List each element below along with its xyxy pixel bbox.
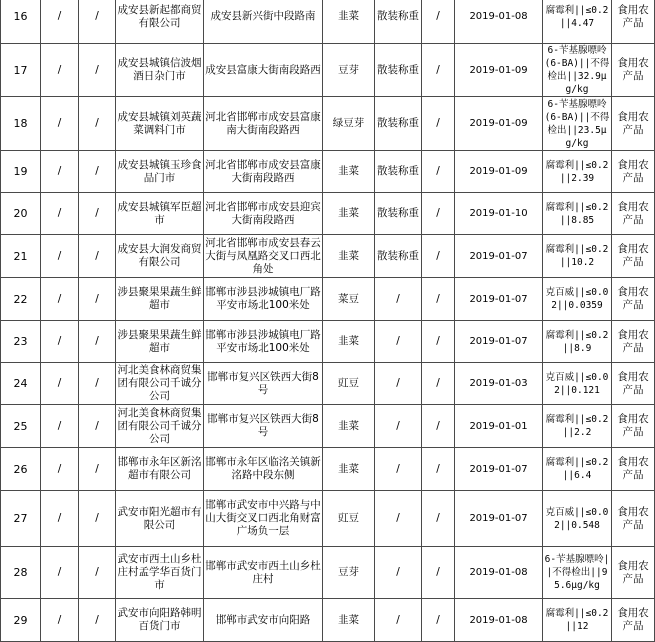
food-name: 韭菜: [323, 193, 375, 235]
failed-item-result: 腐霉利||≤0.2||8.9: [543, 321, 612, 363]
failed-item-result: 克百威||≤0.02||0.121: [543, 363, 612, 405]
failed-item-result: 腐霉利||≤0.2||2.39: [543, 151, 612, 193]
food-category: 食用农产品: [612, 405, 655, 448]
packaging-type: 散装称重: [375, 235, 422, 278]
column-2-value: /: [41, 193, 79, 235]
column-2-value: /: [41, 278, 79, 321]
table-row: [1, 235, 655, 278]
production-date: 2019-01-07: [455, 278, 543, 321]
column-2-value: /: [41, 0, 79, 44]
sampled-unit-name: 涉县聚果果蔬生鲜超市: [116, 321, 204, 363]
production-date: 2019-01-07: [455, 491, 543, 547]
food-category: 食用农产品: [612, 599, 655, 642]
column-3-value: /: [79, 193, 116, 235]
sampled-unit-address: 邯郸市武安市西土山乡杜庄村: [204, 547, 323, 599]
column-3-value: /: [79, 97, 116, 151]
row-number: 25: [1, 405, 41, 448]
row-number: 17: [1, 44, 41, 97]
column-3-value: /: [79, 321, 116, 363]
failed-item-result: 腐霉利||≤0.2||4.47: [543, 0, 612, 44]
food-name: 韭菜: [323, 0, 375, 44]
sampled-unit-name: 成安县城镇军臣超市: [116, 193, 204, 235]
failed-item-result: 腐霉利||≤0.2||10.2: [543, 235, 612, 278]
food-name: 韭菜: [323, 405, 375, 448]
column-2-value: /: [41, 44, 79, 97]
sampled-unit-name: 武安市西土山乡杜庄村孟学华百货门市: [116, 547, 204, 599]
table-row: [1, 321, 655, 363]
sampled-unit-address: 邯郸市复兴区铁西大街8号: [204, 363, 323, 405]
row-number: 21: [1, 235, 41, 278]
sampled-unit-name: 武安市向阳路韩明百货门市: [116, 599, 204, 642]
production-date: 2019-01-01: [455, 405, 543, 448]
table-row: [1, 547, 655, 599]
column-3-value: /: [79, 405, 116, 448]
specification: /: [422, 44, 455, 97]
table-row: [1, 491, 655, 547]
sampled-unit-address: 邯郸市武安市向阳路: [204, 599, 323, 642]
food-category: 食用农产品: [612, 0, 655, 44]
production-date: 2019-01-08: [455, 547, 543, 599]
table-row: [1, 448, 655, 491]
specification: /: [422, 151, 455, 193]
production-date: 2019-01-07: [455, 321, 543, 363]
production-date: 2019-01-07: [455, 235, 543, 278]
failed-item-result: 腐霉利||≤0.2||6.4: [543, 448, 612, 491]
specification: /: [422, 448, 455, 491]
column-2-value: /: [41, 151, 79, 193]
food-name: 豇豆: [323, 491, 375, 547]
food-name: 菜豆: [323, 278, 375, 321]
food-name: 豇豆: [323, 363, 375, 405]
sampled-unit-address: 邯郸市武安市中兴路与中山大街交叉口西北角财富广场负一层: [204, 491, 323, 547]
column-3-value: /: [79, 278, 116, 321]
column-2-value: /: [41, 491, 79, 547]
production-date: 2019-01-09: [455, 44, 543, 97]
food-name: 韭菜: [323, 235, 375, 278]
column-3-value: /: [79, 448, 116, 491]
failed-item-result: 腐霉利||≤0.2||2.2: [543, 405, 612, 448]
food-name: 豆芽: [323, 547, 375, 599]
packaging-type: /: [375, 321, 422, 363]
food-name: 豆芽: [323, 44, 375, 97]
column-2-value: /: [41, 97, 79, 151]
food-category: 食用农产品: [612, 97, 655, 151]
sampled-unit-address: 邯郸市复兴区铁西大街8号: [204, 405, 323, 448]
specification: /: [422, 193, 455, 235]
food-category: 食用农产品: [612, 235, 655, 278]
sampled-unit-name: 成安县城镇刘英蔬菜调料门市: [116, 97, 204, 151]
specification: /: [422, 0, 455, 44]
sampled-unit-address: 河北省邯郸市成安县春云大街与凤凰路交叉口西北角处: [204, 235, 323, 278]
row-number: 26: [1, 448, 41, 491]
packaging-type: /: [375, 278, 422, 321]
packaging-type: /: [375, 547, 422, 599]
food-category: 食用农产品: [612, 363, 655, 405]
column-2-value: /: [41, 547, 79, 599]
column-2-value: /: [41, 448, 79, 491]
production-date: 2019-01-08: [455, 0, 543, 44]
sampled-unit-address: 河北省邯郸市成安县迎宾大街南段路西: [204, 193, 323, 235]
row-number: 18: [1, 97, 41, 151]
specification: /: [422, 235, 455, 278]
column-3-value: /: [79, 363, 116, 405]
failed-item-result: 克百威||≤0.02||0.548: [543, 491, 612, 547]
sampled-unit-name: 成安县城镇信波烟酒日杂门市: [116, 44, 204, 97]
specification: /: [422, 278, 455, 321]
column-3-value: /: [79, 0, 116, 44]
packaging-type: 散装称重: [375, 151, 422, 193]
food-name: 韭菜: [323, 151, 375, 193]
table-row: [1, 363, 655, 405]
food-category: 食用农产品: [612, 278, 655, 321]
food-category: 食用农产品: [612, 151, 655, 193]
packaging-type: /: [375, 491, 422, 547]
column-3-value: /: [79, 547, 116, 599]
production-date: 2019-01-03: [455, 363, 543, 405]
row-number: 24: [1, 363, 41, 405]
food-category: 食用农产品: [612, 448, 655, 491]
food-category: 食用农产品: [612, 547, 655, 599]
row-number: 20: [1, 193, 41, 235]
food-name: 韭菜: [323, 599, 375, 642]
column-2-value: /: [41, 363, 79, 405]
column-2-value: /: [41, 321, 79, 363]
sampled-unit-address: 成安县新兴街中段路南: [204, 0, 323, 44]
column-3-value: /: [79, 151, 116, 193]
sampled-unit-name: 涉县聚果果蔬生鲜超市: [116, 278, 204, 321]
sampled-unit-address: 邯郸市涉县涉城镇电厂路平安市场北100米处: [204, 321, 323, 363]
sampled-unit-address: 河北省邯郸市成安县富康南大街南段路西: [204, 97, 323, 151]
specification: /: [422, 363, 455, 405]
specification: /: [422, 491, 455, 547]
food-name: 韭菜: [323, 321, 375, 363]
food-category: 食用农产品: [612, 193, 655, 235]
failed-item-result: 克百威||≤0.02||0.0359: [543, 278, 612, 321]
failed-item-result: 6-苄基腺嘌呤||不得检出||95.6μg/kg: [543, 547, 612, 599]
sampled-unit-name: 河北美食林商贸集团有限公司千诚分公司: [116, 405, 204, 448]
column-3-value: /: [79, 491, 116, 547]
food-name: 绿豆芽: [323, 97, 375, 151]
table-row: [1, 599, 655, 642]
packaging-type: /: [375, 363, 422, 405]
sampled-unit-name: 成安县新起都商贸有限公司: [116, 0, 204, 44]
failed-item-result: 腐霉利||≤0.2||8.85: [543, 193, 612, 235]
table-row: [1, 44, 655, 97]
table-body: [1, 0, 655, 642]
sampled-unit-name: 武安市阳光超市有限公司: [116, 491, 204, 547]
table-row: [1, 278, 655, 321]
sampled-unit-name: 河北美食林商贸集团有限公司千诚分公司: [116, 363, 204, 405]
food-category: 食用农产品: [612, 491, 655, 547]
production-date: 2019-01-09: [455, 97, 543, 151]
sampled-unit-address: 邯郸市涉县涉城镇电厂路平安市场北100米处: [204, 278, 323, 321]
row-number: 16: [1, 0, 41, 44]
specification: /: [422, 97, 455, 151]
packaging-type: 散装称重: [375, 0, 422, 44]
failed-item-result: 腐霉利||≤0.2||12: [543, 599, 612, 642]
table-row: [1, 151, 655, 193]
food-name: 韭菜: [323, 448, 375, 491]
sampled-unit-name: 成安县大润发商贸有限公司: [116, 235, 204, 278]
table-row: [1, 0, 655, 44]
packaging-type: 散装称重: [375, 44, 422, 97]
column-3-value: /: [79, 235, 116, 278]
specification: /: [422, 321, 455, 363]
row-number: 22: [1, 278, 41, 321]
column-3-value: /: [79, 44, 116, 97]
column-2-value: /: [41, 235, 79, 278]
row-number: 28: [1, 547, 41, 599]
row-number: 23: [1, 321, 41, 363]
production-date: 2019-01-07: [455, 448, 543, 491]
column-3-value: /: [79, 599, 116, 642]
column-2-value: /: [41, 599, 79, 642]
table-row: [1, 405, 655, 448]
row-number: 19: [1, 151, 41, 193]
column-2-value: /: [41, 405, 79, 448]
packaging-type: 散装称重: [375, 193, 422, 235]
sampled-unit-address: 成安县富康大街南段路西: [204, 44, 323, 97]
sampled-unit-name: 成安县城镇玉珍食品门市: [116, 151, 204, 193]
sampled-unit-address: 邯郸市永年区临洺关镇新洺路中段东侧: [204, 448, 323, 491]
failed-item-result: 6-苄基腺嘌呤(6-BA)||不得检出||23.5μg/kg: [543, 97, 612, 151]
table-row: [1, 97, 655, 151]
food-category: 食用农产品: [612, 44, 655, 97]
row-number: 29: [1, 599, 41, 642]
packaging-type: /: [375, 599, 422, 642]
food-category: 食用农产品: [612, 321, 655, 363]
packaging-type: 散装称重: [375, 97, 422, 151]
row-number: 27: [1, 491, 41, 547]
specification: /: [422, 405, 455, 448]
failed-item-result: 6-苄基腺嘌呤(6-BA)||不得检出||32.9μg/kg: [543, 44, 612, 97]
specification: /: [422, 547, 455, 599]
packaging-type: /: [375, 448, 422, 491]
packaging-type: /: [375, 405, 422, 448]
sampled-unit-name: 邯郸市永年区新洺超市有限公司: [116, 448, 204, 491]
table-row: [1, 193, 655, 235]
production-date: 2019-01-10: [455, 193, 543, 235]
sampled-unit-address: 河北省邯郸市成安县富康大街南段路西: [204, 151, 323, 193]
production-date: 2019-01-08: [455, 599, 543, 642]
specification: /: [422, 599, 455, 642]
production-date: 2019-01-09: [455, 151, 543, 193]
